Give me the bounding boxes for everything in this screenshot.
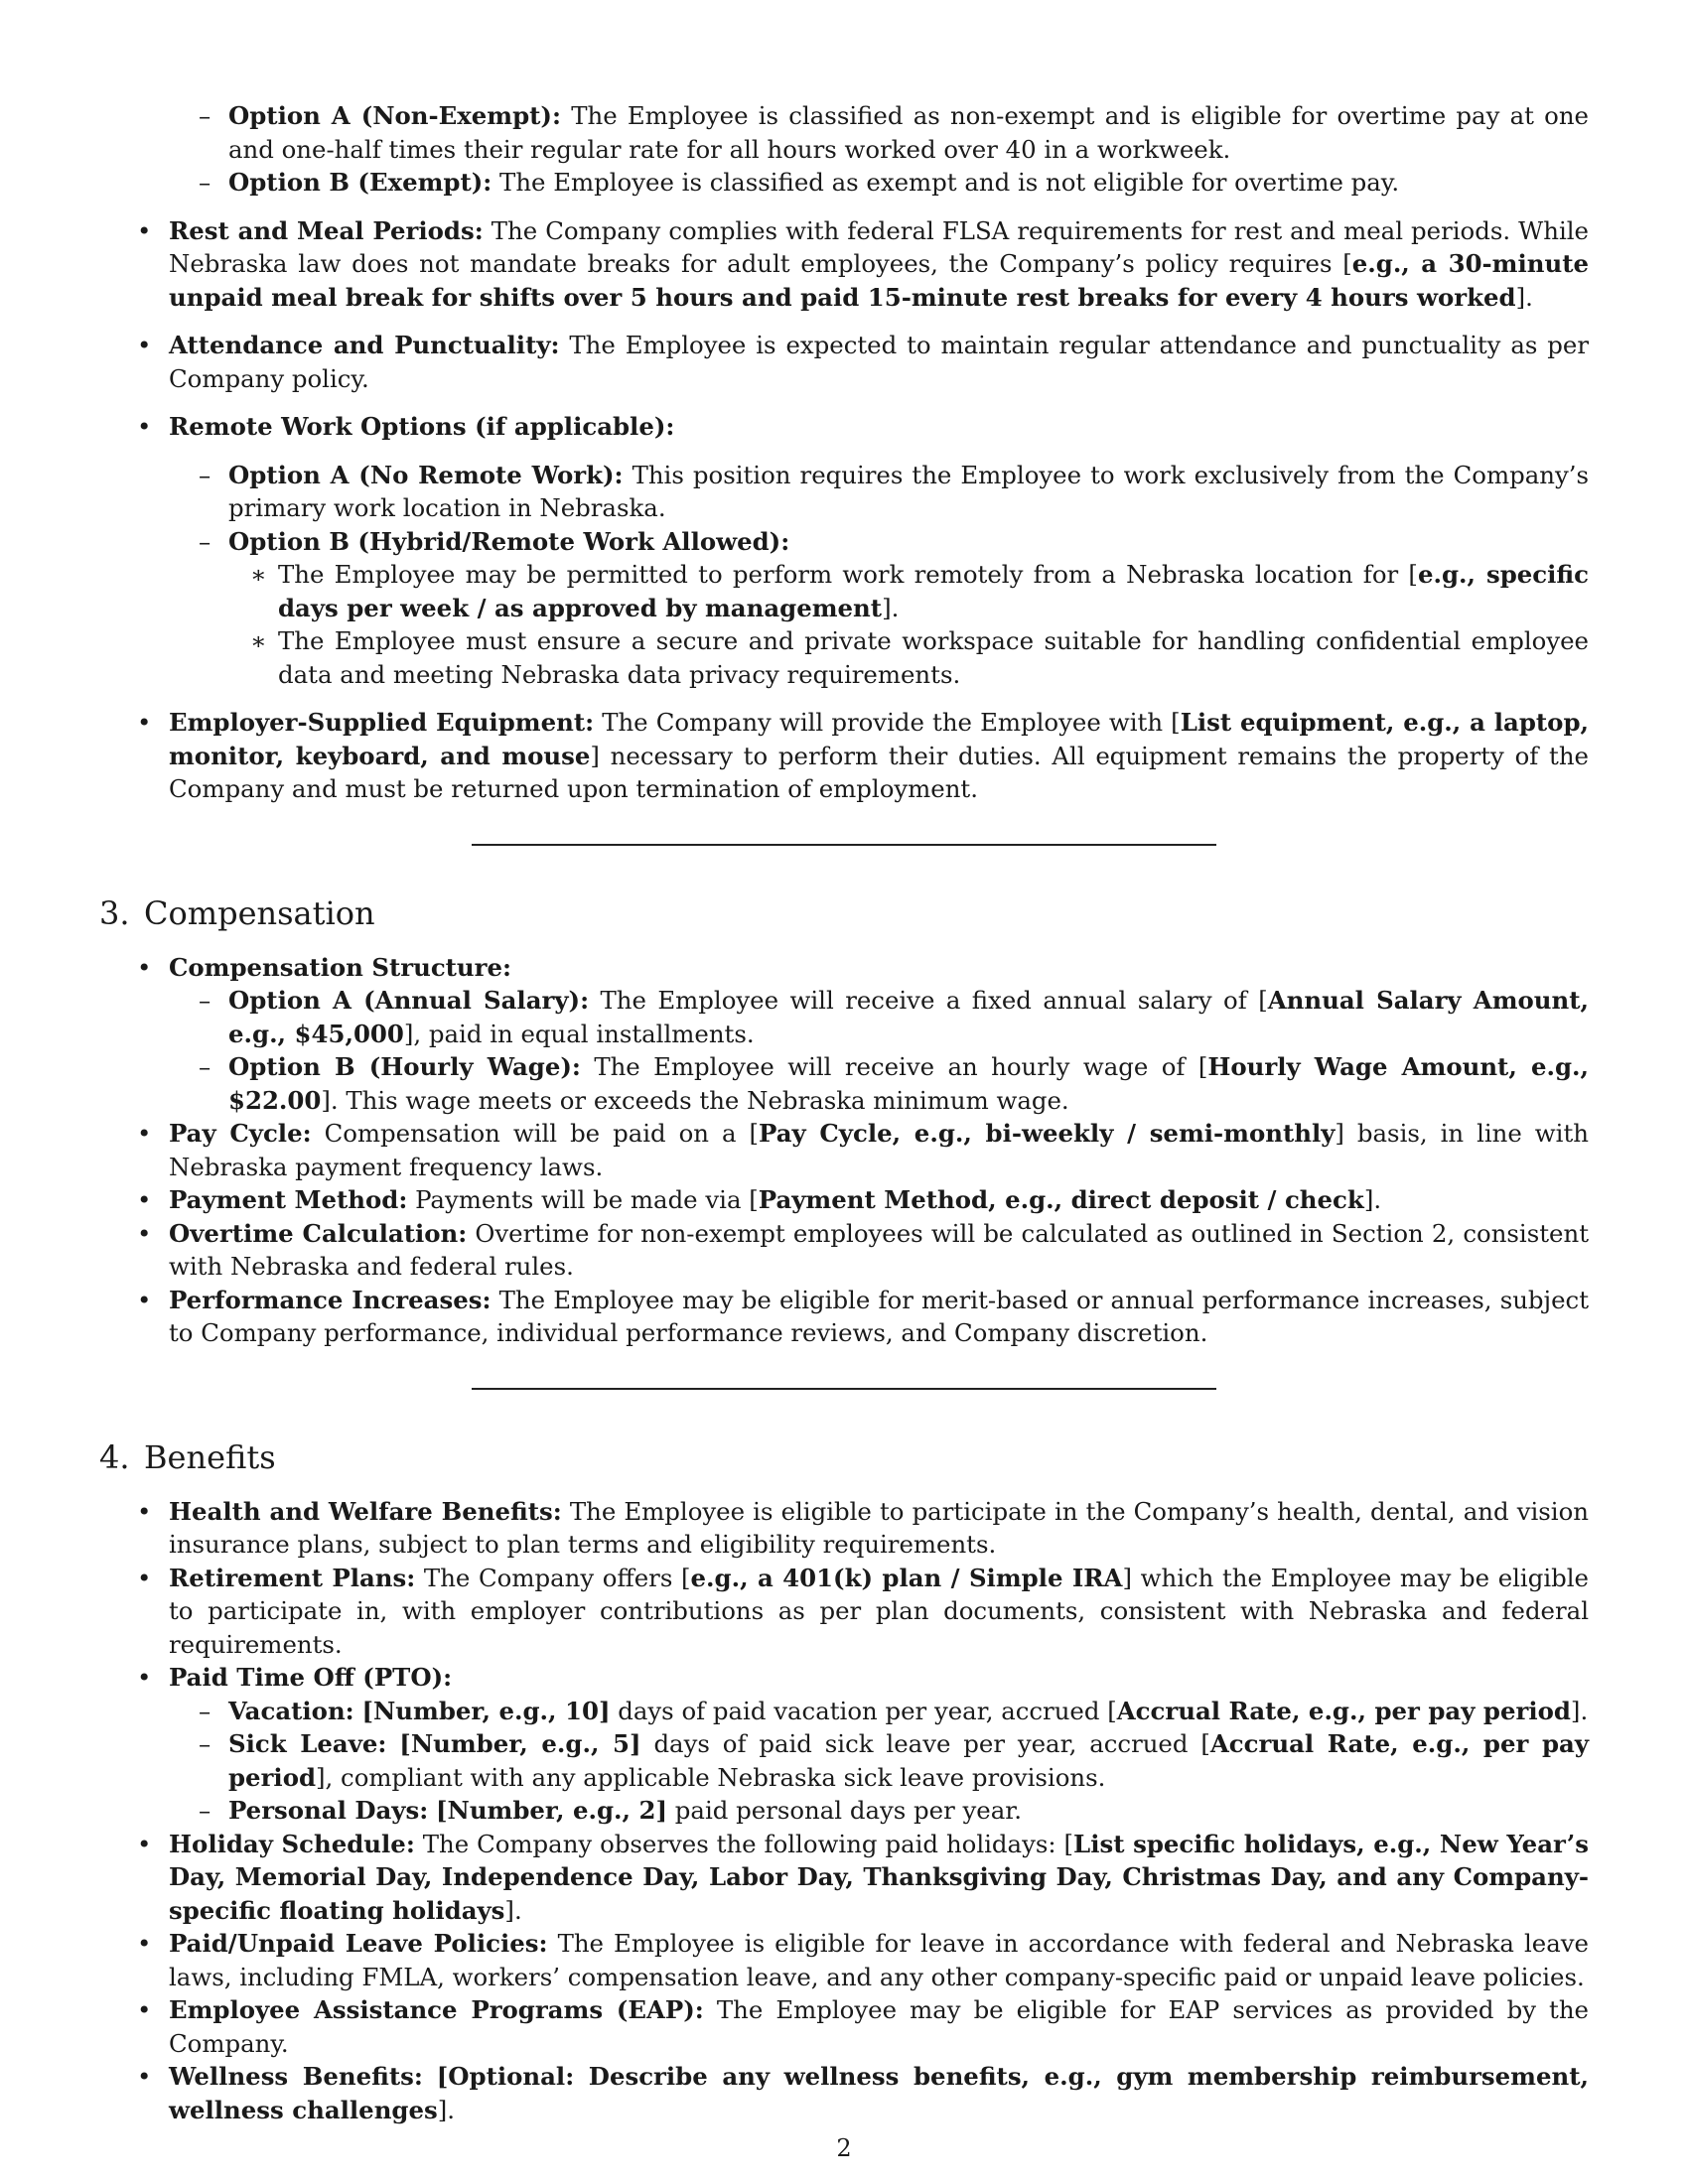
bullet-marker: • xyxy=(137,1929,152,1958)
placeholder-text: List specific holidays, e.g., New Year’s Day, Memorial Day, Independence Day, Labor Day, Thanksgiving Day, Christmas Day, and any Company-specific floating holidays xyxy=(169,1829,1589,1925)
dash-marker: – xyxy=(199,1796,211,1825)
item-label: Vacation: xyxy=(228,1696,354,1725)
placeholder-text: [Number, e.g., 10] xyxy=(361,1696,611,1725)
performance-increases xyxy=(99,1284,1589,1350)
bullet-marker: • xyxy=(137,1663,152,1692)
item-text: ], compliant with any applicable Nebraska sick leave provisions. xyxy=(316,1762,1106,1792)
health-welfare-benefits xyxy=(99,1495,1589,1562)
item-text: The Employee is classified as non-exempt and is eligible for overtime pay at one and one-half times their regular rate for all hours worked over 40 in a workweek. xyxy=(228,101,1589,164)
placeholder-text: e.g., a 30-minute unpaid meal break for shifts over 5 hours and paid 15-minute rest breaks for every 4 hours worked xyxy=(169,249,1589,312)
item-label: Attendance and Punctuality: xyxy=(169,331,560,359)
item-text: The Employee will receive a fixed annual salary of [ xyxy=(589,986,1268,1015)
bullet-marker: • xyxy=(137,708,152,737)
item-label: Paid/Unpaid Leave Policies: xyxy=(169,1929,548,1958)
item-label: Holiday Schedule: xyxy=(169,1829,415,1858)
placeholder-text: e.g., a 401(k) plan / Simple IRA xyxy=(690,1563,1123,1592)
section-divider xyxy=(472,844,1216,846)
placeholder-text: [Number, e.g., 5] xyxy=(399,1729,641,1758)
item-text: The Employee is expected to maintain regular attendance and punctuality as per Company policy. xyxy=(169,331,1589,393)
section-title: Benefits xyxy=(144,1437,276,1476)
pto-personal-days xyxy=(99,1794,1589,1828)
item-label: Compensation Structure: xyxy=(169,952,512,982)
hourly-option-b xyxy=(99,1050,1589,1117)
bullet-marker: • xyxy=(137,1218,152,1248)
item-text: The Company observes the following paid holidays: [ xyxy=(414,1829,1074,1858)
remote-option-a xyxy=(99,459,1589,525)
item-label: Option B (Hybrid/Remote Work Allowed): xyxy=(228,526,790,556)
dash-marker: – xyxy=(199,101,211,130)
overtime-calculation xyxy=(99,1217,1589,1284)
item-text: ]. xyxy=(1363,1185,1382,1214)
leave-policies xyxy=(99,1927,1589,1993)
item-text: Compensation will be paid on a [ xyxy=(311,1119,760,1148)
employer-equipment xyxy=(99,706,1589,806)
item-label: Wellness Benefits: xyxy=(169,2062,423,2091)
item-text: ], paid in equal installments. xyxy=(403,1019,755,1048)
dash-marker: – xyxy=(199,1052,211,1081)
bullet-marker: • xyxy=(137,1185,152,1214)
salary-option-a xyxy=(99,984,1589,1050)
placeholder-text: List equipment, e.g., a laptop, monitor, keyboard, and mouse xyxy=(169,708,1589,770)
dash-marker: – xyxy=(199,1696,211,1725)
item-text: ] necessary to perform their duties. All equipment remains the property of the Company and must be returned upon termination of employment. xyxy=(169,741,1589,803)
pto-vacation xyxy=(99,1695,1589,1728)
dash-marker: – xyxy=(199,168,211,197)
bullet-marker: • xyxy=(137,1285,152,1314)
item-text: ]. xyxy=(437,2095,456,2124)
placeholder-text: Payment Method, e.g., direct deposit / check xyxy=(758,1185,1364,1214)
remote-option-b-item-1 xyxy=(99,558,1589,624)
item-text: The Company will provide the Employee with [ xyxy=(594,708,1181,737)
item-label: Remote Work Options (if applicable): xyxy=(169,412,675,441)
item-label: Option A (Non-Exempt): xyxy=(228,101,561,130)
employee-assistance-programs xyxy=(99,1993,1589,2060)
item-label: Rest and Meal Periods: xyxy=(169,215,484,245)
item-label: Employee Assistance Programs (EAP): xyxy=(169,1995,704,2024)
item-text: paid personal days per year. xyxy=(667,1796,1022,1825)
dash-marker: – xyxy=(199,526,211,556)
item-text: ] which the Employee may be eligible to participate in, with employer contributions as per plan documents, consistent with Nebraska and federal requirements. xyxy=(169,1563,1589,1659)
item-text: The Employee is classified as exempt and is not eligible for overtime pay. xyxy=(492,168,1400,197)
remote-option-b-item-2 xyxy=(99,624,1589,691)
item-text: This position requires the Employee to work exclusively from the Company’s primary work location in Nebraska. xyxy=(228,460,1589,522)
bullet-marker: • xyxy=(137,1829,152,1858)
placeholder-text: Hourly Wage Amount, e.g., $22.00 xyxy=(228,1052,1589,1115)
remote-work-options xyxy=(99,410,1589,444)
bullet-marker: • xyxy=(137,1119,152,1148)
item-text: days of paid sick leave per year, accrued [ xyxy=(640,1729,1210,1758)
star-marker: ∗ xyxy=(250,626,267,655)
bullet-marker: • xyxy=(137,215,152,245)
section-title: Compensation xyxy=(144,893,375,932)
item-text: ] basis, in line with Nebraska payment frequency laws. xyxy=(169,1119,1589,1181)
pay-cycle xyxy=(99,1117,1589,1183)
item-text: The Employee is eligible to participate in the Company’s health, dental, and vision insurance plans, subject to plan terms and eligibility requirements. xyxy=(169,1496,1589,1559)
paid-time-off xyxy=(99,1661,1589,1695)
payment-method xyxy=(99,1183,1589,1217)
item-text: The Employee will receive an hourly wage of [ xyxy=(580,1052,1208,1081)
item-label: Personal Days: xyxy=(228,1796,429,1825)
placeholder-text: Annual Salary Amount, e.g., $45,000 xyxy=(228,986,1589,1048)
item-text: The Employee may be eligible for EAP services as provided by the Company. xyxy=(169,1995,1589,2058)
bullet-marker: • xyxy=(137,2062,152,2091)
document-page xyxy=(99,99,1589,2126)
item-text: ]. xyxy=(882,593,900,622)
remote-option-b xyxy=(99,525,1589,559)
placeholder-text: [Number, e.g., 2] xyxy=(435,1796,668,1825)
item-label: Pay Cycle: xyxy=(169,1119,312,1148)
section-heading-benefits xyxy=(99,1437,1589,1477)
attendance-punctuality xyxy=(99,329,1589,395)
holiday-schedule xyxy=(99,1828,1589,1928)
wellness-benefits xyxy=(99,2060,1589,2126)
item-text: The Employee may be eligible for merit-based or annual performance increases, subject to Company performance, individual performance reviews, and Company discretion. xyxy=(169,1285,1589,1347)
bullet-marker: • xyxy=(137,1995,152,2024)
item-label: Health and Welfare Benefits: xyxy=(169,1496,562,1526)
item-label: Option B (Exempt): xyxy=(228,168,492,197)
compensation-structure xyxy=(99,951,1589,985)
item-text: The Employee is eligible for leave in accordance with federal and Nebraska leave laws, including FMLA, workers’ compensation leave, and any other company-specific paid or unpaid leave policies. xyxy=(169,1929,1589,1991)
item-text: Payments will be made via [ xyxy=(407,1185,759,1214)
dash-marker: – xyxy=(199,986,211,1015)
item-text: The Employee must ensure a secure and private workspace suitable for handling confidential employee data and meeting Nebraska data privacy requirements. xyxy=(278,626,1589,689)
bullet-marker: • xyxy=(137,331,152,359)
item-text: The Employee may be permitted to perform work remotely from a Nebraska location for [ xyxy=(278,560,1418,589)
item-text: ]. This wage meets or exceeds the Nebraska minimum wage. xyxy=(321,1085,1069,1115)
bullet-marker: • xyxy=(137,1563,152,1592)
bullet-marker: • xyxy=(137,952,152,982)
section-number: 3. xyxy=(99,893,130,932)
bullet-marker: • xyxy=(137,1496,152,1526)
item-label: Option A (Annual Salary): xyxy=(228,986,590,1015)
item-text: ]. xyxy=(1570,1696,1589,1725)
star-marker: ∗ xyxy=(250,560,267,589)
item-text: days of paid vacation per year, accrued [ xyxy=(610,1696,1117,1725)
item-label: Retirement Plans: xyxy=(169,1563,416,1592)
item-label: Option A (No Remote Work): xyxy=(228,460,624,489)
dash-marker: – xyxy=(199,1729,211,1758)
retirement-plans xyxy=(99,1562,1589,1662)
item-text: ]. xyxy=(1515,282,1533,312)
placeholder-text: [Optional: Describe any wellness benefits, e.g., gym membership reimbursement, wellness challenges xyxy=(169,2062,1589,2124)
pto-sick-leave xyxy=(99,1727,1589,1794)
item-label: Option B (Hourly Wage): xyxy=(228,1052,581,1081)
page-number: 2 xyxy=(836,2134,852,2162)
item-text: The Company complies with federal FLSA requirements for rest and meal periods. While Nebraska law does not mandate breaks for adult employees, the Company’s policy requires [ xyxy=(169,215,1589,278)
overtime-option-b xyxy=(99,166,1589,200)
placeholder-text: Accrual Rate, e.g., per pay period xyxy=(228,1729,1589,1792)
item-label: Paid Time Off (PTO): xyxy=(169,1663,453,1692)
item-text: The Company offers [ xyxy=(415,1563,691,1592)
section-number: 4. xyxy=(99,1437,130,1476)
rest-meal-periods xyxy=(99,214,1589,315)
item-text: ]. xyxy=(504,1895,522,1925)
item-label: Employer-Supplied Equipment: xyxy=(169,708,595,737)
section-heading-compensation xyxy=(99,893,1589,933)
item-label: Sick Leave: xyxy=(228,1729,387,1758)
placeholder-text: e.g., specific days per week / as approved by management xyxy=(278,560,1590,622)
item-text: Overtime for non-exempt employees will be calculated as outlined in Section 2, consistent with Nebraska and federal rules. xyxy=(169,1218,1589,1281)
dash-marker: – xyxy=(199,460,211,489)
item-label: Overtime Calculation: xyxy=(169,1218,468,1248)
section-divider xyxy=(472,1388,1216,1390)
placeholder-text: Pay Cycle, e.g., bi-weekly / semi-monthly xyxy=(759,1119,1336,1148)
bullet-marker: • xyxy=(137,412,152,441)
placeholder-text: Accrual Rate, e.g., per pay period xyxy=(1116,1696,1571,1725)
item-label: Payment Method: xyxy=(169,1185,408,1214)
overtime-option-a xyxy=(99,99,1589,166)
item-label: Performance Increases: xyxy=(169,1285,492,1314)
